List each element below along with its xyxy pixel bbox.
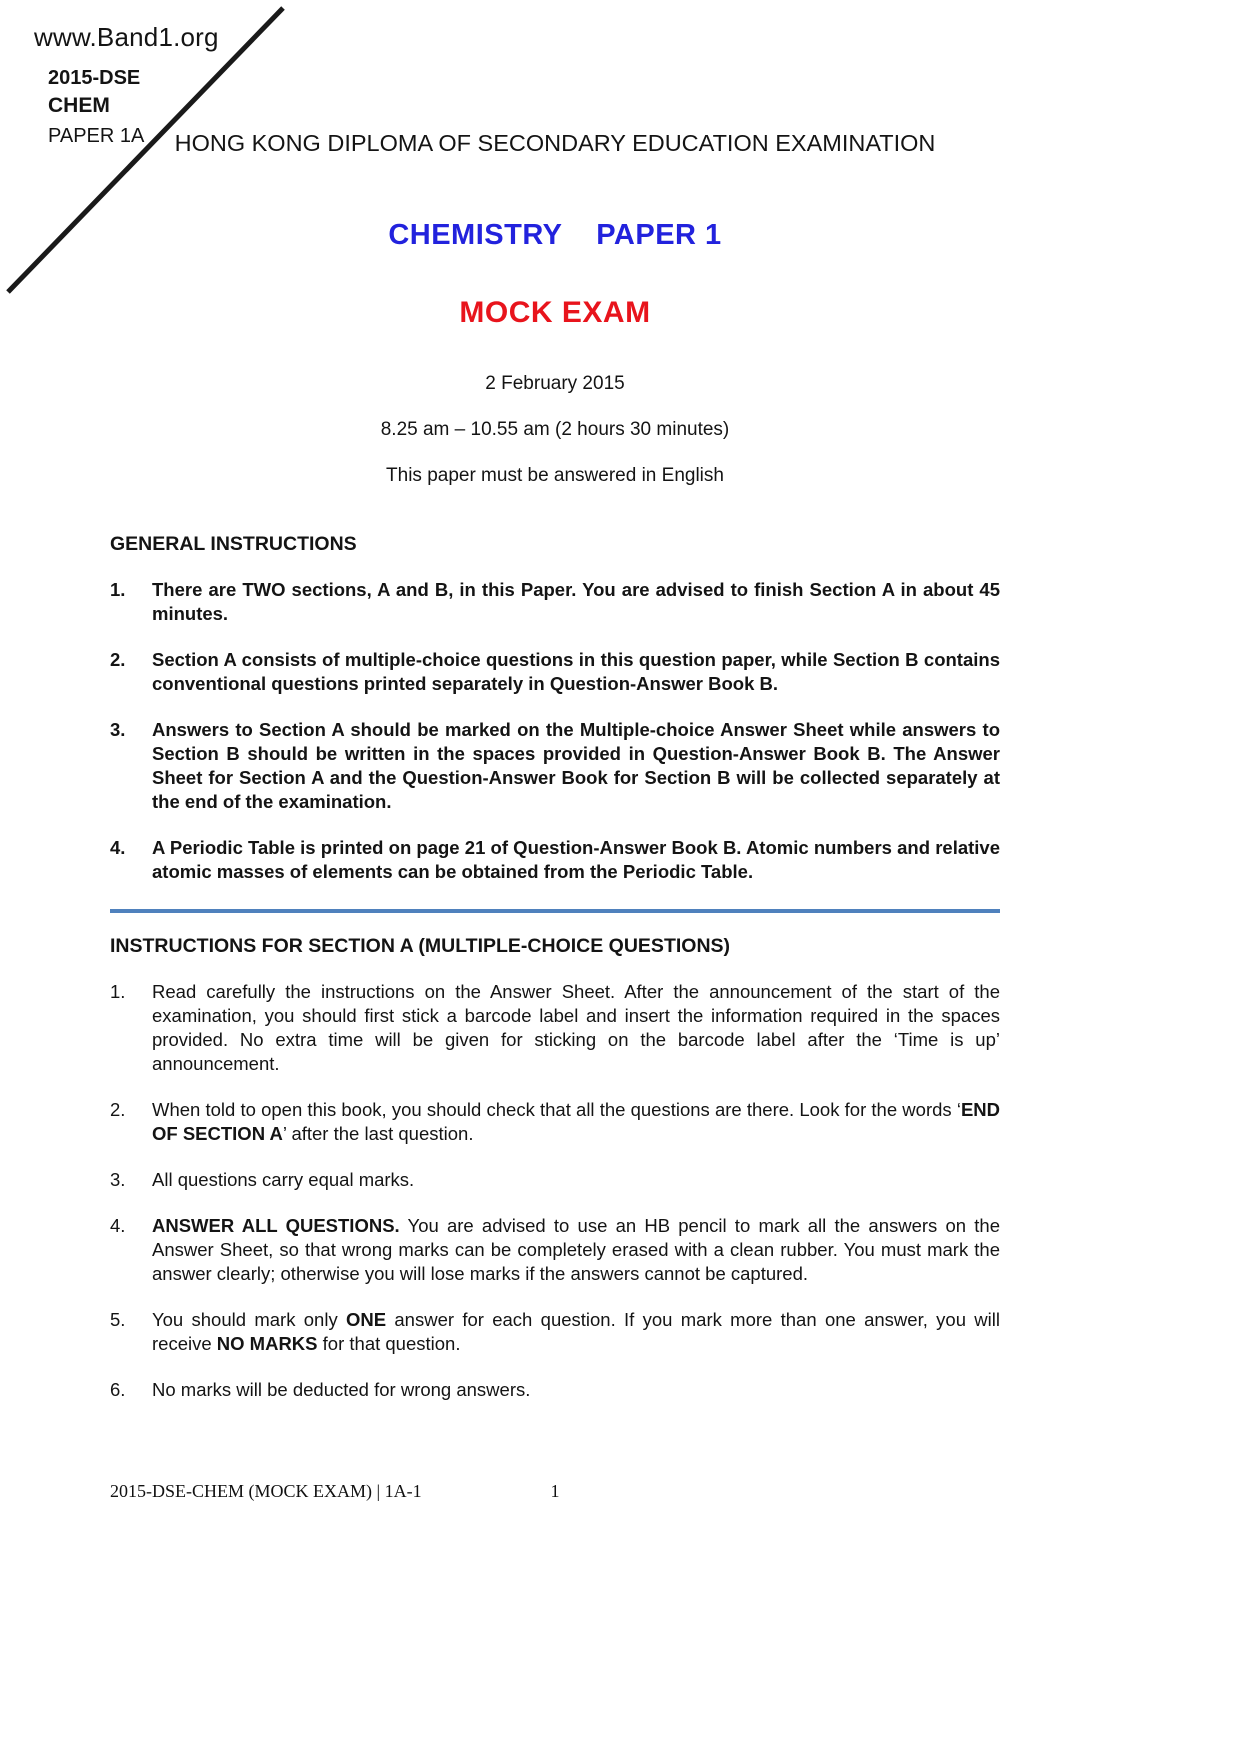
- exam-year-code: 2015-DSE: [48, 67, 141, 89]
- text-segment: ANSWER ALL QUESTIONS.: [152, 1215, 400, 1236]
- item-number: 2.: [110, 649, 126, 670]
- text-segment: When told to open this book, you should check that all the questions are there. Look for the words ‘: [152, 1099, 961, 1120]
- exam-time: 8.25 am – 10.55 am (2 hours 30 minutes): [380, 419, 730, 440]
- section-a-instructions-heading: INSTRUCTIONS FOR SECTION A (MULTIPLE-CHOICE QUESTIONS): [110, 935, 731, 957]
- text-segment: Section A consists of multiple-choice questions in this question paper, while Section B contains conventional questions printed separately in Question-Answer Book B.: [152, 649, 1000, 694]
- text-segment: Answers to Section A should be marked on the Multiple-choice Answer Sheet while answers to Section B should be written in the spaces provided in Question-Answer Book B. The Answer Sheet for Section A and the Question-Answer Book for Section B will be collected separately at the end of the examination.: [152, 719, 1000, 812]
- list-item: [110, 1214, 1000, 1286]
- text-segment: Read carefully the instructions on the Answer Sheet. After the announcement of the start of the examination, you should first stick a barcode label and insert the information required in the spaces provided. No extra time will be given for sticking on the barcode label after the ‘Time is up’ announcement.: [152, 981, 1000, 1074]
- item-number: 4.: [110, 1215, 126, 1236]
- page-content: [110, 0, 1000, 1402]
- item-number: 3.: [110, 719, 126, 740]
- item-number: 5.: [110, 1309, 126, 1330]
- text-segment: All questions carry equal marks.: [152, 1169, 415, 1190]
- list-item: [110, 718, 1000, 814]
- text-segment: END OF SECTION A: [152, 1099, 1000, 1144]
- exam-date: 2 February 2015: [485, 373, 625, 394]
- item-text: [152, 980, 1000, 1076]
- item-number: 3.: [110, 1169, 126, 1190]
- board-title: HONG KONG DIPLOMA OF SECONDARY EDUCATION EXAMINATION: [174, 130, 936, 156]
- text-segment: You should mark only: [152, 1309, 346, 1330]
- paper-title: CHEMISTRY PAPER 1: [388, 219, 722, 251]
- item-text: [152, 1308, 1000, 1356]
- general-instructions-list: [110, 578, 1000, 884]
- item-text: [152, 648, 1000, 696]
- list-item: [110, 836, 1000, 884]
- watermark: www.Band1.org: [34, 22, 219, 52]
- item-number: 2.: [110, 1099, 126, 1120]
- section-divider: [110, 909, 1000, 913]
- list-item: [110, 648, 1000, 696]
- list-item: [110, 1168, 1000, 1192]
- list-item: [110, 1378, 1000, 1402]
- footer-document-code: 2015-DSE-CHEM (MOCK EXAM) | 1A-1: [110, 1481, 422, 1501]
- item-number: 1.: [110, 981, 126, 1002]
- text-segment: You are advised to use an HB pencil to mark all the answers on the Answer Sheet, so that wrong marks can be completely erased with a clean rubber. You must mark the answer clearly; otherwise you will lose marks if the answers cannot be captured.: [152, 1215, 1000, 1284]
- text-segment: for that question.: [317, 1333, 461, 1354]
- item-text: [152, 1378, 1000, 1402]
- exam-type-title: MOCK EXAM: [459, 296, 651, 329]
- list-item: [110, 578, 1000, 626]
- list-item: [110, 1098, 1000, 1146]
- item-text: [152, 578, 1000, 626]
- item-text: [152, 1098, 1000, 1146]
- paper-code: PAPER 1A: [48, 125, 145, 147]
- subject-code: CHEM: [48, 94, 110, 117]
- text-segment: There are: [152, 579, 243, 600]
- item-text: [152, 718, 1000, 814]
- text-segment: answer for each question. If you mark more than one answer, you will receive: [152, 1309, 1000, 1354]
- text-segment: NO MARKS: [216, 1333, 318, 1354]
- text-segment: ’ after the last question.: [282, 1123, 474, 1144]
- item-text: [152, 1214, 1000, 1286]
- language-note: This paper must be answered in English: [386, 465, 724, 486]
- text-segment: A Periodic Table is printed on page 21 of Question-Answer Book B. Atomic numbers and relative atomic masses of elements can be obtained from the Periodic Table.: [152, 837, 1000, 882]
- text-segment: TWO: [242, 579, 286, 600]
- section-a-instructions-list: [110, 980, 1000, 1402]
- list-item: [110, 980, 1000, 1076]
- page-number: 1: [550, 1481, 560, 1501]
- list-item: [110, 1308, 1000, 1356]
- text-segment: ONE: [346, 1309, 387, 1330]
- text-segment: No marks will be deducted for wrong answers.: [152, 1379, 531, 1400]
- item-text: [152, 836, 1000, 884]
- general-instructions-heading: GENERAL INSTRUCTIONS: [110, 533, 357, 555]
- item-number: 1.: [110, 579, 126, 600]
- text-segment: sections, A and B, in this Paper. You are advised to finish Section A in about 45 minutes.: [152, 579, 1000, 624]
- item-number: 6.: [110, 1379, 126, 1400]
- page-footer: [110, 1481, 1000, 1502]
- item-number: 4.: [110, 837, 126, 858]
- item-text: [152, 1168, 1000, 1192]
